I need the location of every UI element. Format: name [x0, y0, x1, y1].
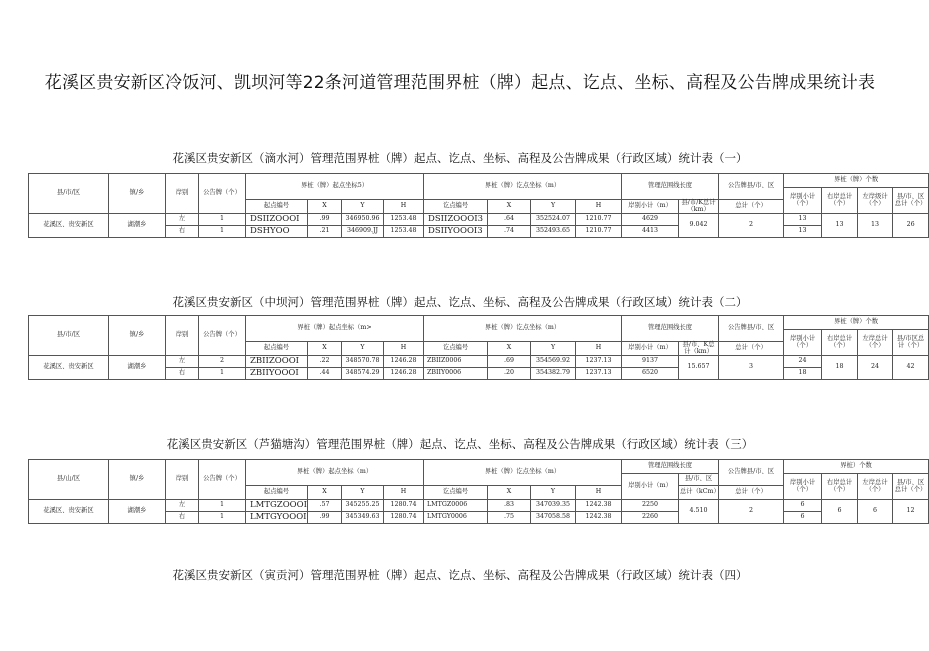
- cell-start-code: LMTGZOOOI: [246, 500, 308, 512]
- cell-end-h: 1210.77: [576, 214, 622, 226]
- cell-notice-total: 2: [719, 214, 784, 238]
- header-county-total: 县/市/K总计（km）: [679, 200, 719, 214]
- cell-end-y: 352524.07: [531, 214, 576, 226]
- cell-start-y: 348574.29: [342, 368, 384, 380]
- cell-end-y: 354382.79: [531, 368, 576, 380]
- header-county-total: 县/市、K总计（km）: [679, 342, 719, 356]
- section-2-table: [28, 315, 929, 380]
- cell-notice-total: 2: [719, 500, 784, 524]
- cell-start-y: 346909.JJ: [342, 226, 384, 238]
- header-town: 镇/乡: [109, 174, 166, 214]
- cell-start-code: LMTGYOOOI: [246, 512, 308, 524]
- table-row: [29, 500, 929, 512]
- cell-start-h: 1253.48: [384, 226, 424, 238]
- header-start-code: 起点编号: [246, 342, 308, 356]
- header-y2: Y: [531, 342, 576, 356]
- cell-start-code: ZBIIYOOOI: [246, 368, 308, 380]
- header-h: H: [384, 342, 424, 356]
- cell-notice: 1: [199, 214, 246, 226]
- section-4-title: 花溪区贵安新区（寅贡河）管理范围界桩（牌）起点、讫点、坐标、高程及公告牌成果（行政区域）统计表（四）: [172, 568, 748, 582]
- header-x2: X: [488, 342, 531, 356]
- cell-notice: 2: [199, 356, 246, 368]
- header-y2: Y: [531, 486, 576, 500]
- header-notice-total: 总计（个）: [719, 486, 784, 500]
- header-h2: H: [576, 486, 622, 500]
- header-notice-total: 总计（个）: [719, 200, 784, 214]
- header-notice-count: 公告牌（个）: [199, 174, 246, 214]
- cell-start-x: .99: [308, 512, 342, 524]
- header-left-total: 左岸总计（个）: [858, 474, 893, 500]
- header-end-group: 界桩（牌）讫点坐标（m）: [424, 316, 622, 342]
- cell-total-length: 9.042: [679, 214, 719, 238]
- cell-start-h: 1246.28: [384, 368, 424, 380]
- header-left-total: 左岸级计（个）: [858, 188, 893, 214]
- header-county-total: 总计（kCm）: [679, 486, 719, 500]
- cell-notice-total: 3: [719, 356, 784, 380]
- cell-start-x: .57: [308, 500, 342, 512]
- header-x: X: [308, 200, 342, 214]
- cell-end-x: .83: [488, 500, 531, 512]
- cell-notice: 1: [199, 226, 246, 238]
- cell-county: 花溪区、贵安新区: [29, 500, 109, 524]
- header-h2: H: [576, 342, 622, 356]
- cell-end-h: 1237.13: [576, 356, 622, 368]
- header-h: H: [384, 200, 424, 214]
- header-bank: 岸别: [166, 174, 199, 214]
- cell-end-x: .74: [488, 226, 531, 238]
- cell-end-code: DSIIZOOOI3: [424, 214, 488, 226]
- cell-right-total: 6: [822, 500, 858, 524]
- header-county: 县/山/区: [29, 460, 109, 500]
- cell-notice: 1: [199, 368, 246, 380]
- cell-end-h: 1237.13: [576, 368, 622, 380]
- header-start-code: 起点编号: [246, 486, 308, 500]
- header-notice-group: 公告牌县/市、区: [719, 460, 784, 486]
- header-left-total: 左岸总计（个）: [858, 330, 893, 356]
- header-county-total-top: 县/市、区: [679, 474, 719, 486]
- cell-right-total: 13: [822, 214, 858, 238]
- header-h2: H: [576, 200, 622, 214]
- cell-start-y: 345255.25: [342, 500, 384, 512]
- header-town: 镇/乡: [109, 460, 166, 500]
- cell-start-h: 1280.74: [384, 512, 424, 524]
- cell-left-total: 24: [858, 356, 893, 380]
- cell-length: 4629: [622, 214, 679, 226]
- header-bank-sub-n: 岸别小计（个）: [784, 330, 822, 356]
- cell-bank-n: 13: [784, 226, 822, 238]
- header-y: Y: [342, 200, 384, 214]
- cell-town: 湖潮乡: [109, 500, 166, 524]
- cell-length: 6520: [622, 368, 679, 380]
- header-start-group: 界桩（牌）起点坐标（m>: [246, 316, 424, 342]
- section-2-title: 花溪区贵安新区（中坝河）管理范围界桩（牌）起点、讫点、坐标、高程及公告牌成果（行政区域）统计表（二）: [172, 295, 748, 309]
- cell-start-code: ZBIIZOOOI: [246, 356, 308, 368]
- cell-end-code: LMTGZ0006: [424, 500, 488, 512]
- header-county-n-total: 县/市、区总计（个）: [893, 188, 929, 214]
- document-title: 花溪区贵安新区冷饭河、凯坝河等22条河道管理范围界桩（牌）起点、讫点、坐标、高程及公告牌成果统计表: [44, 73, 876, 93]
- header-start-group: 界桩（牌）起点坐标（m）: [246, 460, 424, 486]
- header-notice-count: 公告牌（个）: [199, 316, 246, 356]
- table-row: [29, 214, 929, 226]
- header-x2: X: [488, 200, 531, 214]
- cell-total-length: 15.657: [679, 356, 719, 380]
- cell-start-h: 1253.48: [384, 214, 424, 226]
- cell-start-x: .44: [308, 368, 342, 380]
- header-bank: 岸别: [166, 460, 199, 500]
- cell-end-x: .75: [488, 512, 531, 524]
- header-start-code: 起点编号: [246, 200, 308, 214]
- cell-start-y: 345349.63: [342, 512, 384, 524]
- cell-end-x: .69: [488, 356, 531, 368]
- header-range-group: 管理范围线长度: [622, 316, 719, 342]
- cell-bank-n: 6: [784, 512, 822, 524]
- cell-county-n: 42: [893, 356, 929, 380]
- header-start-group: 界桩（牌）起点坐标5）: [246, 174, 424, 200]
- header-stake-group: 界桩）个数: [784, 460, 929, 474]
- cell-county-n: 12: [893, 500, 929, 524]
- cell-bank-n: 6: [784, 500, 822, 512]
- header-county: 县/市/区: [29, 174, 109, 214]
- cell-end-y: 352493.65: [531, 226, 576, 238]
- header-county: 县/市/区: [29, 316, 109, 356]
- header-end-code: 讫点编号: [424, 342, 488, 356]
- header-notice-total: 总计（个）: [719, 342, 784, 356]
- cell-length: 2260: [622, 512, 679, 524]
- header-y2: Y: [531, 200, 576, 214]
- cell-start-x: .99: [308, 214, 342, 226]
- cell-bank: 右: [166, 226, 199, 238]
- header-bank-sub-n: 岸别小计（个）: [784, 188, 822, 214]
- cell-county: 花溪区、贵安新区: [29, 356, 109, 380]
- header-bank-sub: 岸别小计（m）: [622, 474, 679, 500]
- cell-end-code: DSIIYOOOI3: [424, 226, 488, 238]
- header-stake-group: 界桩（牌）个数: [784, 174, 929, 188]
- cell-end-x: .20: [488, 368, 531, 380]
- header-bank-sub: 岸别小计（m）: [622, 342, 679, 356]
- cell-bank: 右: [166, 512, 199, 524]
- header-right-total: 右岸总计（个）: [822, 474, 858, 500]
- cell-right-total: 18: [822, 356, 858, 380]
- cell-length: 9137: [622, 356, 679, 368]
- section-1-table: [28, 173, 929, 238]
- cell-start-y: 346950.96: [342, 214, 384, 226]
- header-right-total: 右岸总计（个）: [822, 188, 858, 214]
- cell-end-y: 347058.58: [531, 512, 576, 524]
- cell-start-h: 1246.28: [384, 356, 424, 368]
- cell-start-y: 348570.78: [342, 356, 384, 368]
- cell-start-x: .22: [308, 356, 342, 368]
- cell-length: 4413: [622, 226, 679, 238]
- header-stake-group: 界桩（牌）个数: [784, 316, 929, 330]
- header-town: 镇/乡: [109, 316, 166, 356]
- section-3-table: [28, 459, 929, 524]
- cell-county: 花溪区、贵安新区: [29, 214, 109, 238]
- cell-end-h: 1210.77: [576, 226, 622, 238]
- cell-end-code: ZBIIY0006: [424, 368, 488, 380]
- cell-left-total: 13: [858, 214, 893, 238]
- header-end-code: 讫点编号: [424, 486, 488, 500]
- cell-end-y: 347039.35: [531, 500, 576, 512]
- header-county-n-total: 县/市、区总计（个）: [893, 474, 929, 500]
- header-h: H: [384, 486, 424, 500]
- header-end-code: 讫点编号: [424, 200, 488, 214]
- cell-bank: 左: [166, 356, 199, 368]
- cell-left-total: 6: [858, 500, 893, 524]
- cell-end-code: LMTGY0006: [424, 512, 488, 524]
- cell-notice: 1: [199, 512, 246, 524]
- section-1-title: 花溪区贵安新区（滴水河）管理范围界桩（牌）起点、讫点、坐标、高程及公告牌成果（行政区域）统计表（一）: [172, 151, 748, 165]
- header-notice-count: 公告牌（个）: [199, 460, 246, 500]
- cell-start-code: DSIIZOOOI: [246, 214, 308, 226]
- cell-end-x: .64: [488, 214, 531, 226]
- cell-start-code: DSHYOO: [246, 226, 308, 238]
- header-y: Y: [342, 486, 384, 500]
- section-3-title: 花溪区贵安新区（芦猫塘沟）管理范围界桩（牌）起点、讫点、坐标、高程及公告牌成果（行政区域）统计表（三）: [166, 437, 754, 451]
- header-x2: X: [488, 486, 531, 500]
- cell-bank: 右: [166, 368, 199, 380]
- cell-end-h: 1242.38: [576, 500, 622, 512]
- header-bank-sub: 岸别小计（m）: [622, 200, 679, 214]
- cell-bank-n: 18: [784, 368, 822, 380]
- header-range-group: 管理范围线长度: [622, 174, 719, 200]
- header-right-total: 右岸总计（个）: [822, 330, 858, 356]
- header-notice-group: 公告牌县/市、区: [719, 316, 784, 342]
- header-county-n-total: 县/市区总计（个）: [893, 330, 929, 356]
- cell-total-length: 4.510: [679, 500, 719, 524]
- cell-end-y: 354569.92: [531, 356, 576, 368]
- header-bank: 岸别: [166, 316, 199, 356]
- header-x: X: [308, 342, 342, 356]
- table-row: [29, 356, 929, 368]
- header-end-group: 界桩（牌）讫点坐标（m）: [424, 174, 622, 200]
- header-notice-group: 公告牌县/市、区: [719, 174, 784, 200]
- header-range-group: 管理范围线长度: [622, 460, 719, 474]
- cell-bank: 左: [166, 500, 199, 512]
- cell-bank-n: 24: [784, 356, 822, 368]
- header-y: Y: [342, 342, 384, 356]
- cell-county-n: 26: [893, 214, 929, 238]
- cell-length: 2250: [622, 500, 679, 512]
- cell-town: 湖潮乡: [109, 356, 166, 380]
- header-end-group: 界桩（牌）讫点坐标（m）: [424, 460, 622, 486]
- cell-start-x: .21: [308, 226, 342, 238]
- cell-notice: 1: [199, 500, 246, 512]
- cell-end-h: 1242.38: [576, 512, 622, 524]
- cell-town: 湖潮乡: [109, 214, 166, 238]
- cell-end-code: ZBIIZ0006: [424, 356, 488, 368]
- cell-bank-n: 13: [784, 214, 822, 226]
- cell-start-h: 1280.74: [384, 500, 424, 512]
- header-bank-sub-n: 岸别小计（个）: [784, 474, 822, 500]
- cell-bank: 左: [166, 214, 199, 226]
- header-x: X: [308, 486, 342, 500]
